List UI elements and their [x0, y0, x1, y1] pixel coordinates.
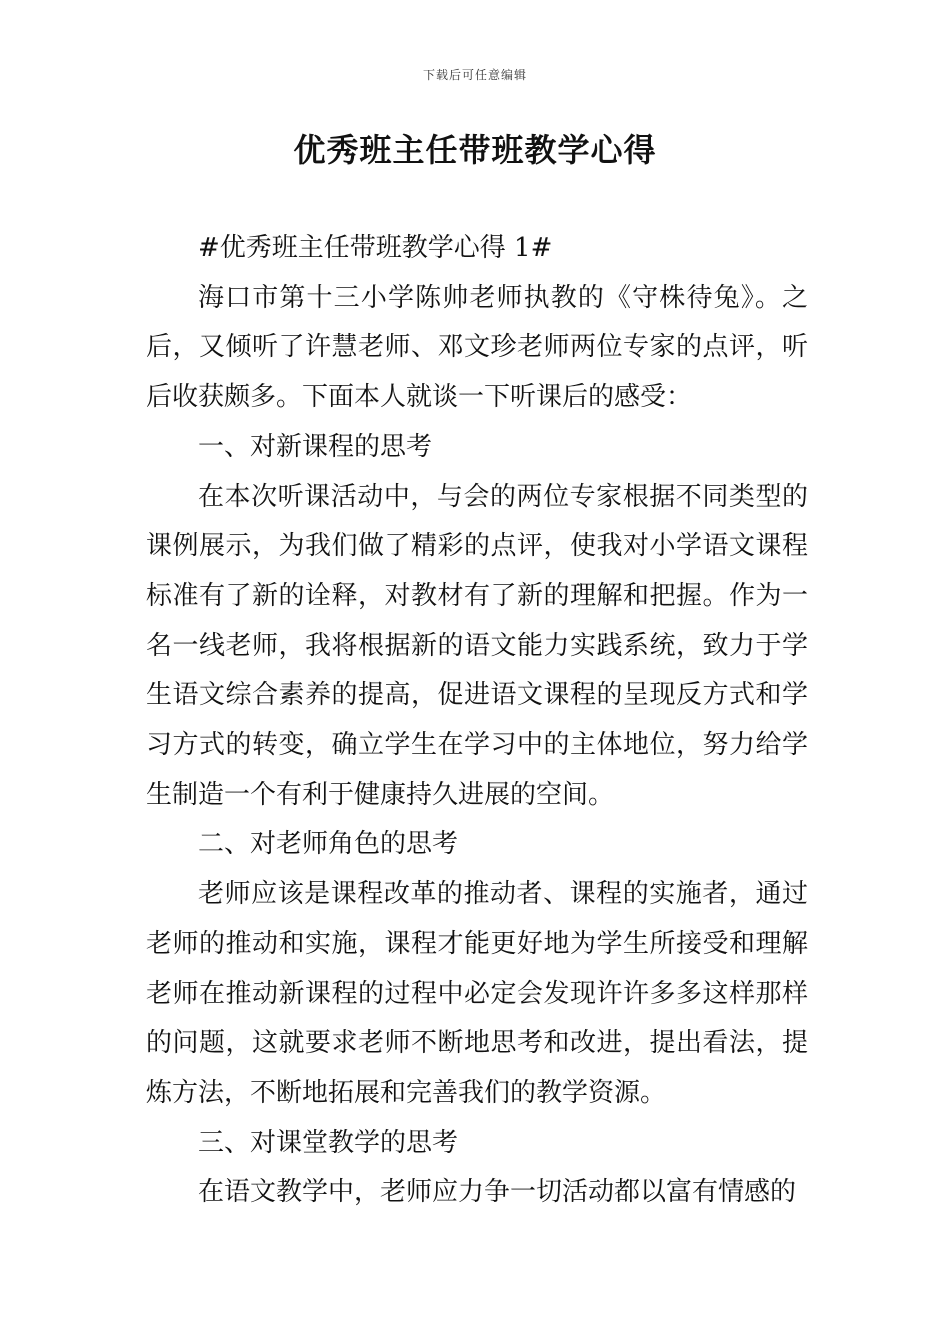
paragraph-section-label: #优秀班主任带班教学心得 1#: [198, 233, 553, 263]
document-title: 优秀班主任带班教学心得: [293, 131, 657, 169]
paragraph: 在语文教学中，老师应力争一切活动都以富有情感的: [198, 1177, 797, 1208]
header-note: 下载后可任意编辑: [422, 68, 527, 82]
paragraph: 老师应该是课程改革的推动者、课程的实施者，通过老师的推动和实施，课程才能更好地为学生所接受和理解老师在推动新课程的过程中必定会发现许许多多这样那样的问题，这就要求老师不断地思考和改进，提出看法，提炼方法，不断地拓展和完善我们的教学资源。: [146, 879, 808, 1108]
section-heading: 一、对新课程的思考: [198, 431, 433, 462]
section-heading: 三、对课堂教学的思考: [198, 1127, 459, 1158]
paragraph: 在本次听课活动中，与会的两位专家根据不同类型的课例展示，为我们做了精彩的点评，使我对小学语文课程标准有了新的诠释，对教材有了新的理解和把握。作为一名一线老师，我将根据新的语文能力实践系统，致力于学生语文综合素养的提高，促进语文课程的呈现反方式和学习方式的转变，确立学生在学习中的主体地位，努力给学生制造一个有利于健康持久进展的空间。: [146, 481, 808, 810]
paragraph: 海口市第十三小学陈帅老师执教的《守株待兔》。之后，又倾听了许慧老师、邓文珍老师两位专家的点评，听后收获颇多。下面本人就谈一下听课后的感受：: [146, 282, 808, 413]
section-heading: 二、对老师角色的思考: [198, 829, 459, 860]
document-body: [146, 224, 808, 1218]
